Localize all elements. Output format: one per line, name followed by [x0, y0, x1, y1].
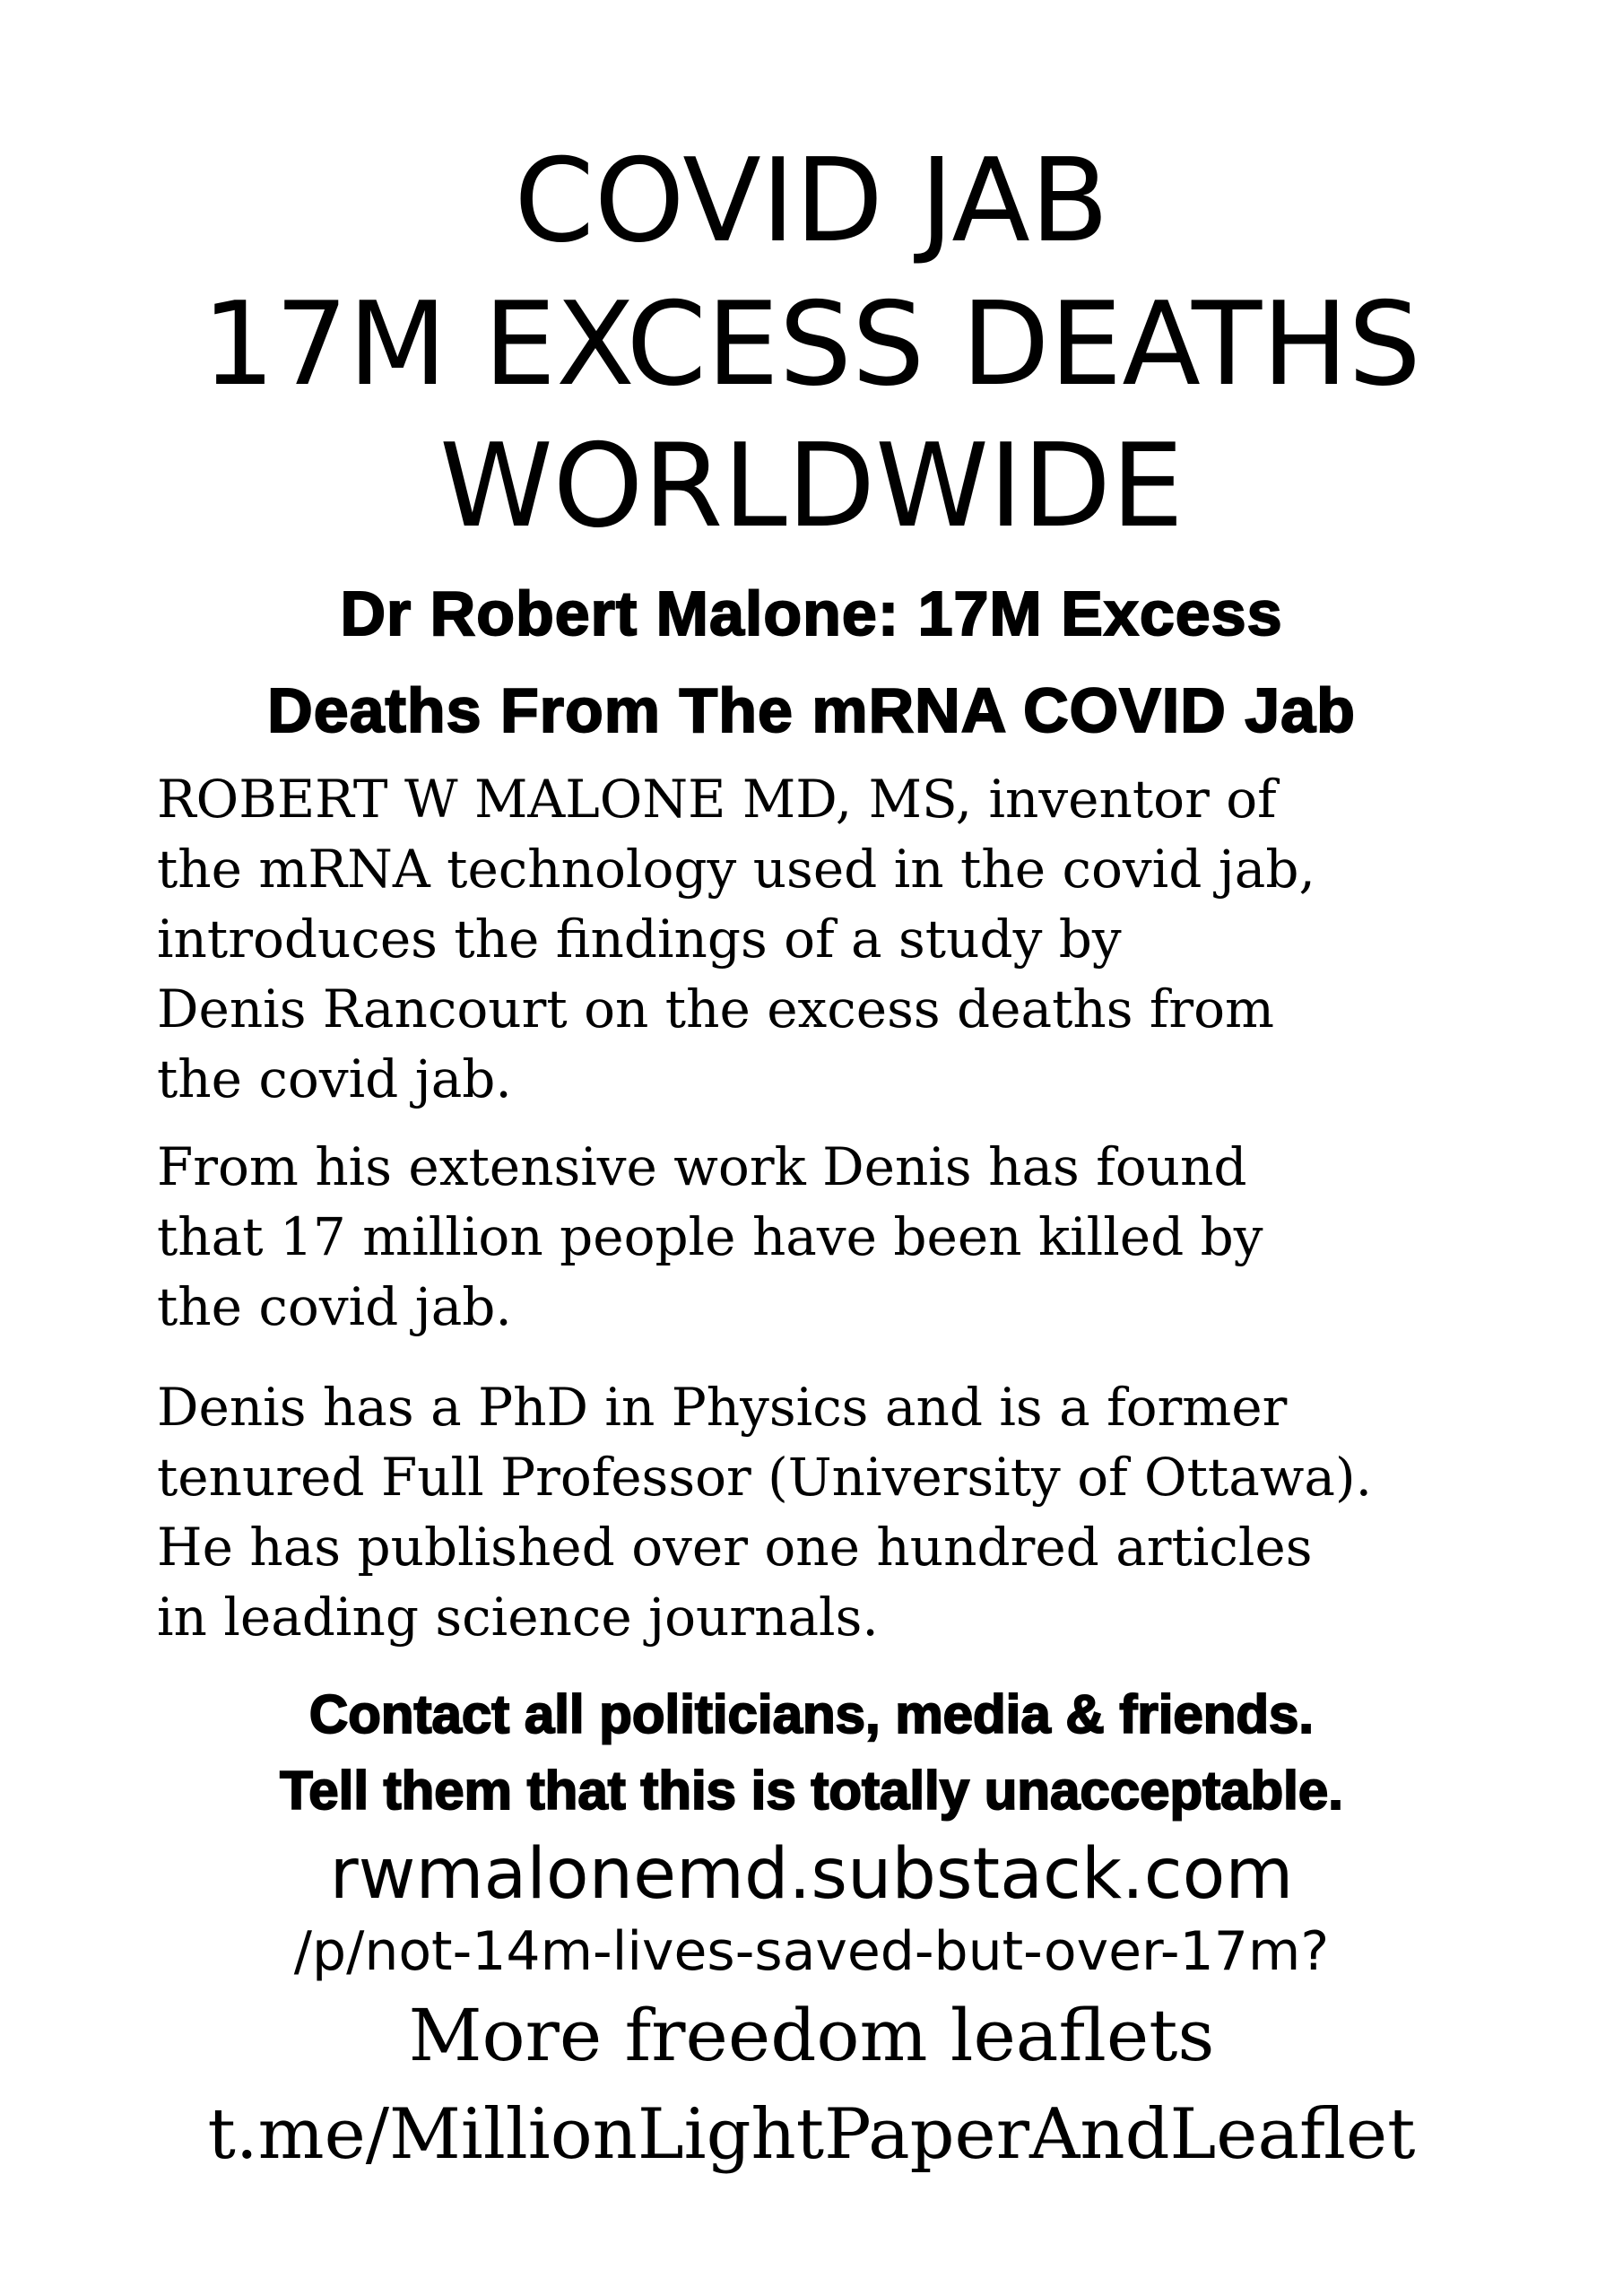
headline-line-3: WORLDWIDE — [439, 420, 1184, 553]
source-path-link[interactable]: /p/not-14m-lives-saved-but-over-17m? — [293, 1920, 1330, 1983]
source-domain-link[interactable]: rwmalonemd.substack.com — [329, 1834, 1294, 1915]
paragraph-credentials — [157, 1372, 1502, 1652]
paragraph-line: in leading science journals. — [157, 1587, 879, 1648]
paragraph-findings — [157, 1132, 1502, 1342]
more-leaflets-label: More freedom leaflets — [408, 1994, 1215, 2077]
paragraph-line: Denis has a PhD in Physics and is a former — [157, 1377, 1288, 1438]
paragraph-line: ROBERT W MALONE MD, MS, inventor of — [157, 769, 1277, 830]
paragraph-line: He has published over one hundred articles — [157, 1517, 1313, 1578]
paragraph-line: the covid jab. — [157, 1276, 512, 1337]
paragraph-line: introduces the findings of a study by — [157, 909, 1122, 970]
paragraph-line: From his extensive work Denis has found — [157, 1136, 1247, 1197]
paragraph-line: the covid jab. — [157, 1048, 512, 1109]
headline-line-1: COVID JAB — [514, 135, 1109, 268]
subheadline-line-2: Deaths From The mRNA COVID Jab — [267, 675, 1356, 745]
headline-line-2: 17M EXCESS DEATHS — [202, 278, 1421, 412]
paragraph-line: the mRNA technology used in the covid jab, — [157, 839, 1315, 900]
paragraph-line: that 17 million people have been killed by — [157, 1206, 1263, 1267]
telegram-link[interactable]: t.me/MillionLightPaperAndLeaflet — [207, 2094, 1416, 2175]
paragraph-line: Denis Rancourt on the excess deaths from — [157, 978, 1275, 1039]
paragraph-malone-intro — [157, 764, 1502, 1114]
call-to-action-line-1: Contact all politicians, media & friends. — [308, 1684, 1315, 1744]
call-to-action-line-2: Tell them that this is totally unacceptable. — [280, 1761, 1343, 1821]
paragraph-line: tenured Full Professor (University of Ottawa). — [157, 1447, 1373, 1508]
subheadline-line-1: Dr Robert Malone: 17M Excess — [340, 578, 1283, 648]
